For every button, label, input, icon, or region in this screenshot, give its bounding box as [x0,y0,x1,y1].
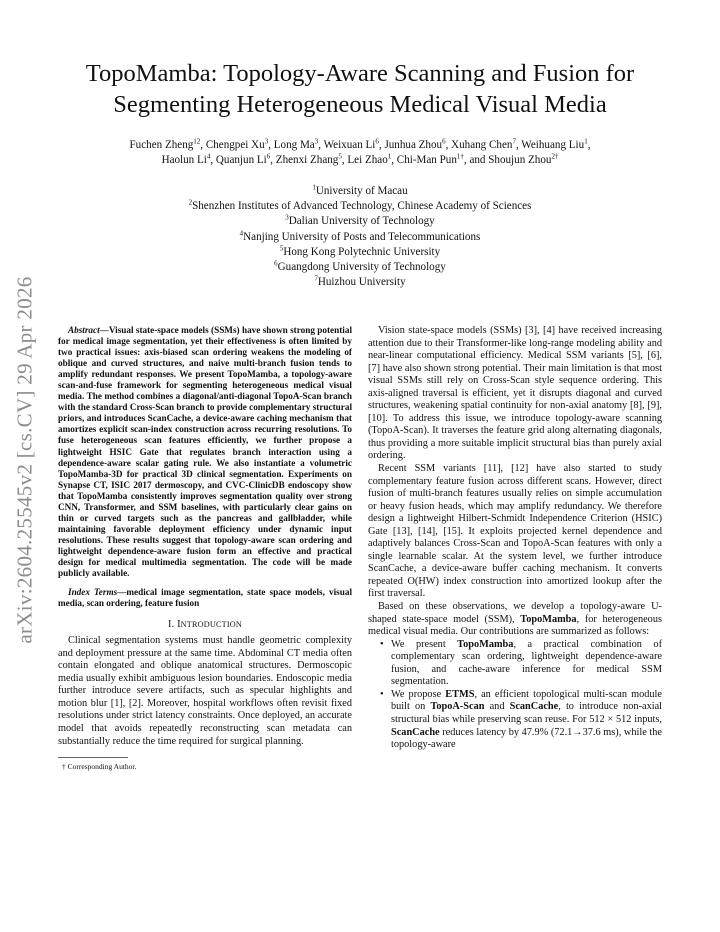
affiliation-number: 1 [312,183,316,192]
author-separator: , [378,139,385,151]
item2-bold-scancache: ScanCache [509,701,559,713]
index-terms-label: Index Terms [68,587,118,598]
author-name: Chengpei Xu [205,139,265,151]
section-initial: I [177,619,181,631]
para4-text-c: , for heterogeneous medical visual media. Our contributions are summarized as follows: [368,613,662,638]
index-terms-text: —medical image segmentation, state space models, visual media, scan ordering, feature fusion [58,587,352,609]
author-name: Junhua Zhou [384,139,443,151]
author-name: Weixuan Li [323,139,376,151]
contribution-item-1 [380,639,662,689]
author-separator: , [200,139,206,151]
affiliation-name: Nanjing University of Posts and Telecommunications [243,230,481,243]
item2-text-e: and [484,701,510,713]
intro-paragraph-4 [368,601,662,639]
author-affiliation-mark: 1 [584,137,588,146]
author-list [60,138,660,168]
affiliation-name: Guangdong University of Technology [277,261,446,274]
affiliation-number: 2 [188,198,193,207]
affiliation-line [60,260,660,275]
affiliation-name: Shenzhen Institutes of Advanced Technology, Chinese Academy of Sciences [192,200,532,213]
affiliation-number: 3 [285,213,289,222]
section-heading-introduction [58,619,352,630]
author-name: Chi-Man Pun [396,154,457,166]
author-affiliation-mark: 12 [193,137,201,146]
author-affiliation-mark: 6 [266,152,271,161]
item1-text-c: , a practical combination of complementary scan ordering, lightweight dependence-aware fusion, and cache-aware inference for medical SSM segmentation. [391,638,662,688]
author-separator: , [445,139,452,151]
author-name: Fuchen Zheng [129,139,194,151]
author-separator: , [270,154,276,166]
author-separator: , [318,139,324,151]
index-terms [58,587,352,609]
intro-paragraph-3: Recent SSM variants [11], [12] have also started to study complementary feature fusion across different scans. However, direct fusion of multi-branch features usually relies on simple accumulation or heavy fusion heads, which may amplify redundancy. We therefore design a lightweight Hilbert-Schmidt Independence Criterion (HSIC) Gate [13], [14], [15]. It exploits projected kernel dependence and adaptively balances Cross-Scan and TopoA-Scan features with only a single learnable scalar. At the system level, we further introduce ScanCache, a device-aware buffer caching mechanism. It converts repeated O(HW) index construction into amortized lookup after the first traversal. [368,463,662,600]
section-numeral: I. [167,619,175,631]
affiliation-line [60,214,660,229]
section-title-rest: NTRODUCTION [180,620,242,630]
author-affiliation-mark: 1 [387,152,392,161]
item2-text-c: , an efficient topological multi-scan module built on [391,688,662,713]
affiliation-line [60,275,660,290]
author-affiliation-mark: 7 [512,137,516,146]
abstract-label: Abstract [68,325,100,335]
title-line-1: TopoMamba: Topology-Aware Scanning and Fusion for [85,60,635,87]
author-affiliation-mark: 4 [206,152,211,161]
author-separator: , and [463,154,489,166]
affiliation-name: Dalian University of Technology [288,215,435,228]
affiliation-number: 6 [274,259,278,268]
author-name: Shoujun Zhou [488,154,552,166]
author-separator: , [587,139,591,151]
affiliation-number: 4 [239,228,244,237]
arxiv-identifier: arXiv:2604.25545v2 [cs.CV] 29 Apr 2026 [12,276,37,644]
intro-paragraph-2: Vision state-space models (SSMs) [3], [4] have received increasing attention due to their Transformer-like long-range modeling ability and near-linear computational efficiency. Medical SSM variants [5], [6], [7] have also shown strong potential. Their main limitation is that most visual SSMs still rely on Cross-Scan style sequence ordering. This axis-aligned traversal is efficient, yet it disrupts diagonal and curved structures, weakening spatial continuity for non-axial anatomy [8], [9], [10]. To address this issue, we introduce topology-aware scanning (TopoA-Scan). It traverses the feature grid along alternating diagonals, thus providing a more suitable implicit structural bias than purely axial ordering. [368,325,662,462]
item1-text-a: We present [391,638,458,650]
footnote-divider [58,757,128,758]
author-affiliation-mark: 6 [442,137,446,146]
left-column [58,325,352,772]
item2-bold-topoa: TopoA-Scan [430,701,485,713]
affiliation-line [60,199,660,214]
author-separator: , [268,139,274,151]
contribution-item-2 [380,689,662,752]
author-name: Haolun Li [161,154,207,166]
author-name: Quanjun Li [215,154,267,166]
affiliation-number: 7 [314,274,318,283]
author-separator: , [515,139,522,151]
affiliation-name: Huizhou University [317,276,406,289]
affiliation-list [60,184,660,290]
author-name: Lei Zhao [347,154,388,166]
author-affiliation-mark: 6 [375,137,379,146]
item2-text-i: reduces latency by 47.9% (72.1→37.6 ms), while the topology-aware [391,726,662,751]
intro-paragraph-1: Clinical segmentation systems must handle geometric complexity and deployment pressure at the same time. Abdominal CT media often contain elongated and oblique anatomical structures. Dermoscopic media usually exhibit ambiguous lesion boundaries. Endoscopic media further introduce severe artifacts, such as specular highlights and motion blur [1], [2]. Moreover, hospital workflows often revisit fixed resolutions under strict latency constraints. Once deployed, an accurate model that avoids repeatedly reconstructing scan metadata can substantially reduce the time required for surgical planning. [58,635,352,747]
abstract-text: —Visual state-space models (SSMs) have shown strong potential for medical image segmentation, yet their effectiveness is often limited by two practical issues: axis-biased scan ordering weakens the modeling of oblique and curved structures, and naive multi-branch fusion tends to amplify redundant responses. We present TopoMamba, a topology-aware scan-and-fuse framework for segmenting heterogeneous medical visual media. The method combines a diagonal/anti-diagonal TopoA-Scan branch with the standard Cross-Scan branch to provide complementary structural priors, and introduces ScanCache, a device-aware caching mechanism that amortizes explicit scan-index construction across recurring resolutions. To fuse heterogeneous scan features efficiently, we further propose a lightweight HSIC Gate that regulates branch interaction using a dependence-aware scalar gating rule. We also instantiate a volumetric TopoMamba-3D for practical 3D clinical segmentation. Experiments on Synapse CT, ISIC 2017 dermoscopy, and CVC-ClinicDB endoscopy show that TopoMamba consistently improves segmentation quality over strong CNN, Transformer, and SSM baselines, with particularly clear gains on thin or curved targets such as the pancreas and gallbladder, while maintaining favorable deployment efficiency under dynamic input resolutions. These results suggest that topology-aware scan ordering and lightweight dependence-aware fusion form an effective and practical design for medical multimedia segmentation. The code will be made publicly available. [58,325,352,579]
author-separator: , [391,154,397,166]
author-name: Long Ma [273,139,315,151]
author-line-1 [60,138,660,153]
affiliation-line [60,230,660,245]
arxiv-sidebar-stamp [8,250,42,670]
author-separator: , [210,154,216,166]
author-affiliation-mark: 3 [314,137,319,146]
item2-text-a: We propose [391,688,446,700]
contribution-list [368,639,662,752]
affiliation-line [60,184,660,199]
item2-bold-etms: ETMS [445,688,475,700]
affiliation-line [60,245,660,260]
author-affiliation-mark: 3 [264,137,269,146]
para4-method-name: TopoMamba [520,613,577,625]
author-name: Xuhang Chen [451,139,513,151]
author-line-2 [60,153,660,168]
item2-text-g: , to introduce non-axial structural bias while preserving scan reuse. For 512 × 512 inputs, [391,701,663,725]
affiliation-name: Hong Kong Polytechnic University [283,245,441,258]
corresponding-author-footnote: † Corresponding Author. [62,762,137,772]
affiliation-number: 5 [279,244,284,253]
author-name: Weihuang Liu [521,139,585,151]
author-affiliation-mark: 5 [338,152,342,161]
affiliation-name: University of Macau [315,185,408,197]
bullet-icon: • [380,688,384,700]
right-column [368,325,662,752]
author-affiliation-mark: 1† [456,152,464,161]
paper-title [40,58,680,120]
bullet-icon: • [380,638,384,650]
author-affiliation-mark: 2† [551,152,559,161]
author-name: Zhenxi Zhang [275,154,339,166]
item1-bold: TopoMamba [457,638,514,650]
para4-text-a: Based on these observations, we develop a topology-aware U-shaped state-space model (SSM), [368,601,662,625]
author-separator: , [341,154,348,166]
title-line-2: Segmenting Heterogeneous Medical Visual Media [113,91,607,118]
item2-bold-scancache-2: ScanCache [391,726,440,738]
abstract [58,325,352,579]
